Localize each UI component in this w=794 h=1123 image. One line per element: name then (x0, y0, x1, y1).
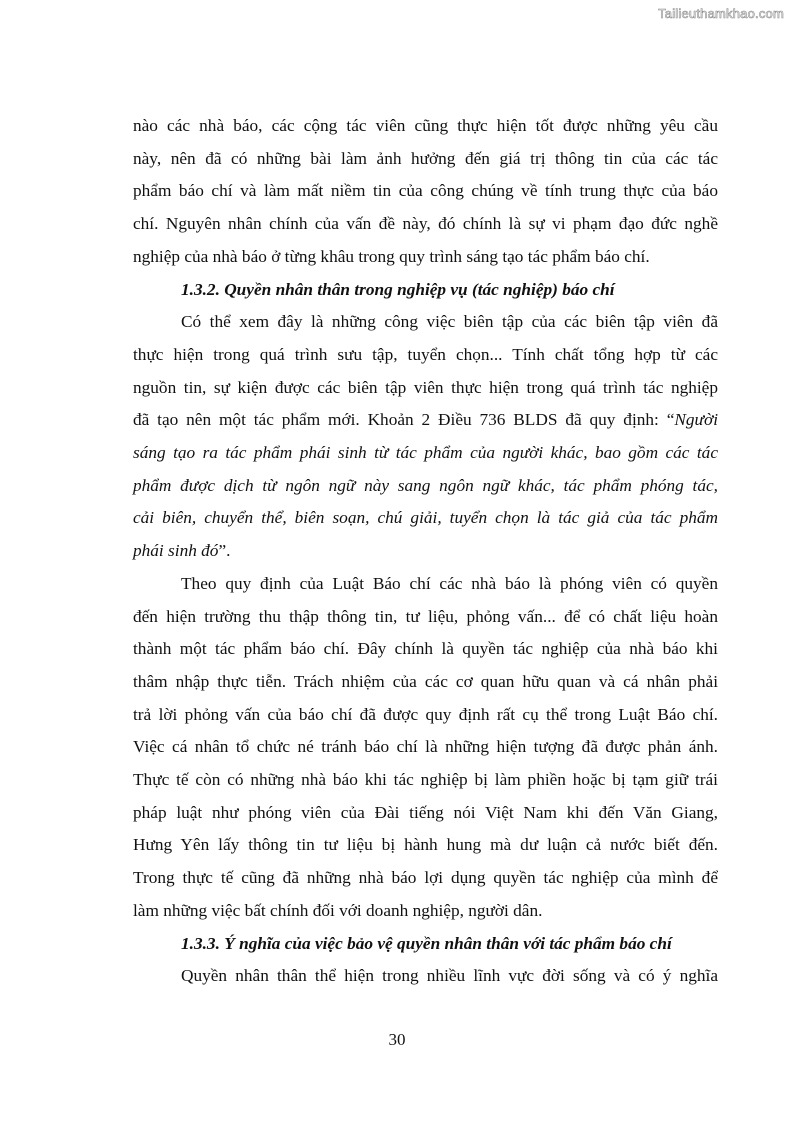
text-line: nghiệp của nhà báo ở từng khâu trong quy trình sáng tạo tác phẩm báo chí. (133, 246, 650, 266)
watermark: Tailieuthamkhao.com (658, 6, 784, 21)
page-number: 30 (388, 1030, 406, 1049)
text-line: Có thể xem đây là những công việc biên tập của các biên tập viên đã (181, 312, 718, 332)
text-line: nào các nhà báo, các cộng tác viên cũng thực hiện tốt được những yêu cầu (133, 116, 718, 135)
section-heading-1-3-3: 1.3.3. Ý nghĩa của việc bảo vệ quyền nhân thân với tác phẩm báo chí (181, 933, 672, 953)
text-line: thực hiện trong quá trình sưu tập, tuyển chọn... Tính chất tổng hợp từ các (133, 344, 718, 364)
text-line: phẩm báo chí và làm mất niềm tin của công chúng về tính trung thực của báo (133, 181, 718, 201)
section-heading-1-3-2: 1.3.2. Quyền nhân thân trong nghiệp vụ (tác nghiệp) báo chí (181, 279, 615, 299)
quote-line: phẩm được dịch từ ngôn ngữ này sang ngôn ngữ khác, tác phẩm phóng tác, (133, 475, 718, 495)
text-segment: ”. (218, 541, 231, 561)
quote-segment: Người (674, 410, 718, 430)
body-text (133, 110, 718, 993)
text-line: thâm nhập thực tiễn. Trách nhiệm của các cơ quan hữu quan và cá nhân phải (133, 671, 718, 691)
text-line: thành một tác phẩm báo chí. Đây chính là quyền tác nghiệp của nhà báo khi (133, 639, 718, 659)
text-line: Hưng Yên lấy thông tin tư liệu bị hành hung mà dư luận cả nước biết đến. (133, 835, 718, 855)
text-line: Thực tế còn có những nhà báo khi tác nghiệp bị làm phiền hoặc bị tạm giữ trái (133, 770, 718, 790)
quote-line: cải biên, chuyển thể, biên soạn, chú giải, tuyển chọn là tác giả của tác phẩm (133, 508, 718, 528)
text-line (133, 404, 718, 437)
text-line: trả lời phỏng vấn của báo chí đã được quy định rất cụ thể trong Luật Báo chí. (133, 704, 718, 724)
quote-line: sáng tạo ra tác phẩm phái sinh từ tác phẩm của người khác, bao gồm các tác (133, 443, 718, 463)
text-line: đến hiện trường thu thập thông tin, tư liệu, phỏng vấn... để có chất liệu hoàn (133, 606, 718, 626)
text-line: làm những việc bất chính đối với doanh nghiệp, người dân. (133, 900, 543, 920)
quote-segment: phái sinh đó (133, 541, 219, 561)
text-line: chí. Nguyên nhân chính của vấn đề này, đó chính là sự vi phạm đạo đức nghề (133, 214, 718, 234)
text-line: Trong thực tế cũng đã những nhà báo lợi dụng quyền tác nghiệp của mình để (133, 868, 718, 888)
text-line: Quyền nhân thân thể hiện trong nhiều lĩnh vực đời sống và có ý nghĩa (181, 966, 718, 986)
text-line: Việc cá nhân tổ chức né tránh báo chí là những hiện tượng đã được phản ánh. (133, 737, 718, 757)
text-segment: đã tạo nên một tác phẩm mới. Khoản 2 Điều 736 BLDS đã quy định: “ (133, 410, 675, 430)
text-line: này, nên đã có những bài làm ảnh hưởng đến giá trị thông tin của các tác (133, 148, 718, 168)
text-line: Theo quy định của Luật Báo chí các nhà báo là phóng viên có quyền (181, 573, 718, 593)
text-line (133, 535, 718, 568)
text-line: pháp luật như phóng viên của Đài tiếng nói Việt Nam khi đến Văn Giang, (133, 802, 718, 822)
text-line: nguồn tin, sự kiện được các biên tập viên thực hiện trong quá trình tác nghiệp (133, 377, 718, 397)
